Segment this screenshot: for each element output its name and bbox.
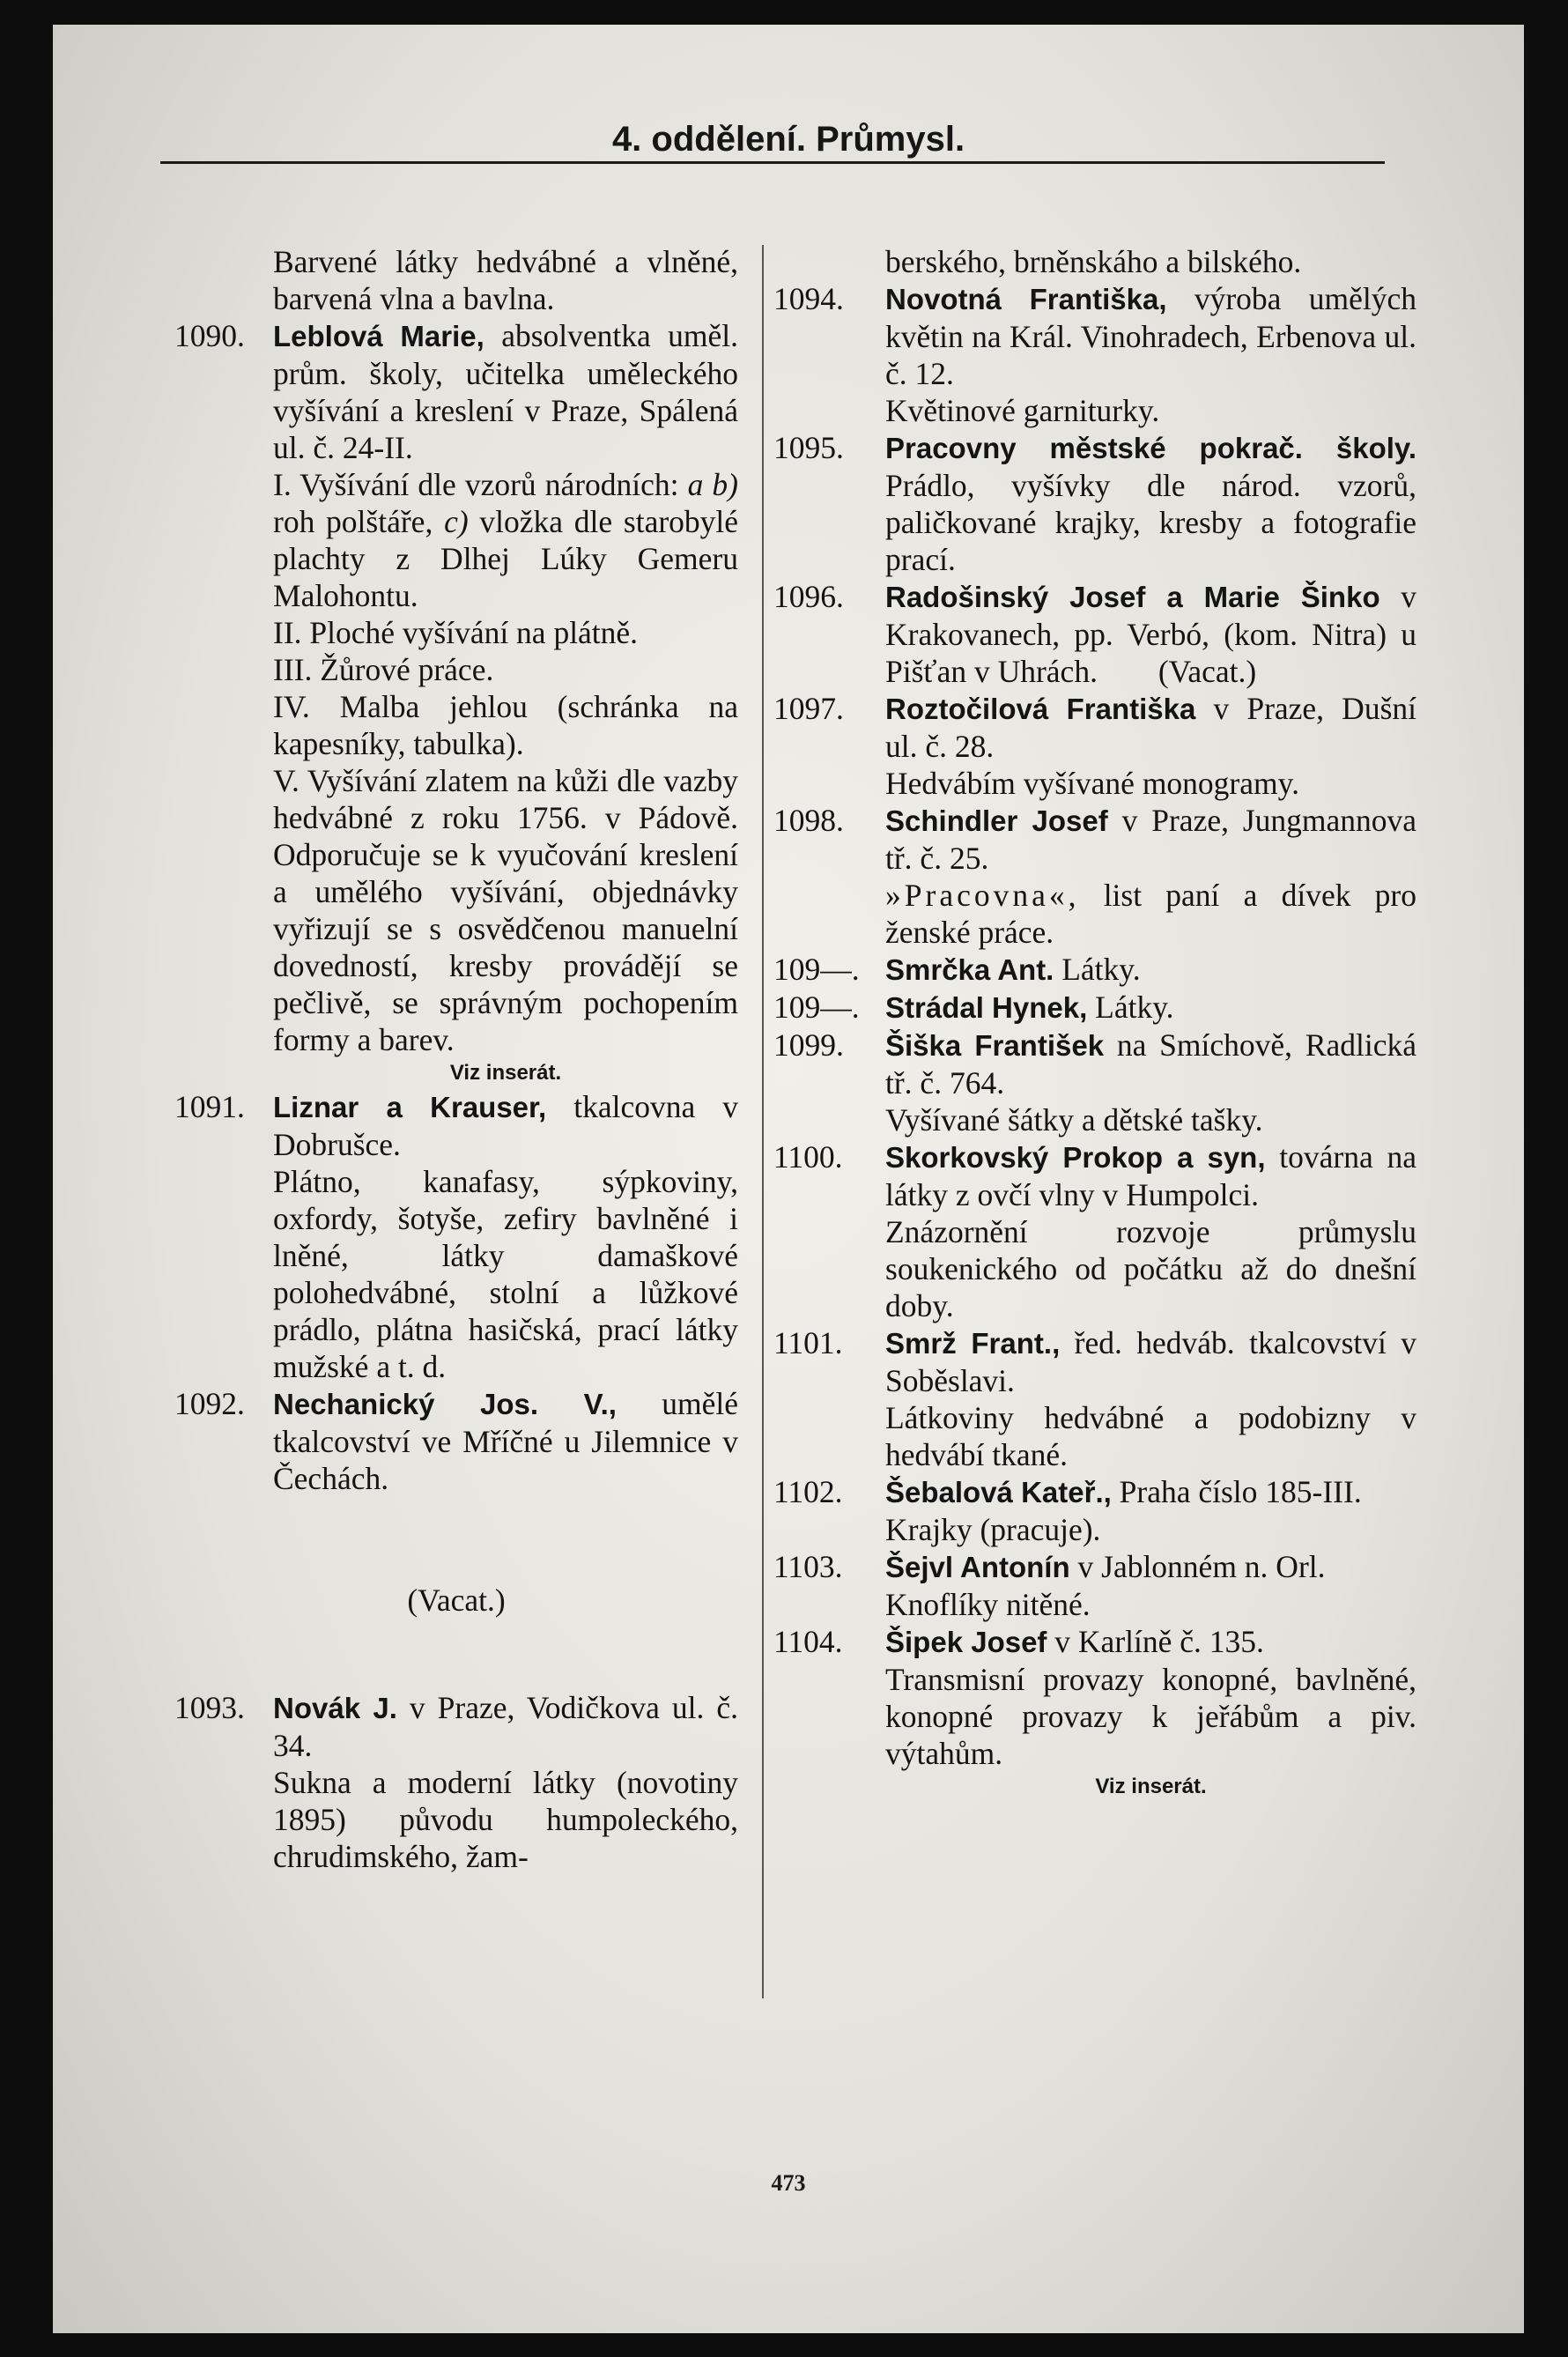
exhibitor-name: Šipek Josef bbox=[885, 1626, 1047, 1658]
entry-text: výroba umělých květin na Král. Vinohradech, Erbenova ul. č. 12. bbox=[885, 281, 1416, 391]
entry-text: umělé tkalcovství ve Mříčné u Jilemnice v Čechách. bbox=[273, 1386, 739, 1496]
entry-number: 1099. bbox=[773, 1027, 844, 1063]
entry-text: Praha číslo 185-III. bbox=[1119, 1474, 1362, 1509]
entry-text: v Karlíně č. 135. bbox=[1054, 1624, 1264, 1659]
item-1b: roh polštáře, bbox=[273, 504, 433, 539]
page-number: 473 bbox=[771, 2170, 806, 2196]
entry-number: 1096. bbox=[773, 579, 844, 614]
entry-number: 1094. bbox=[773, 281, 844, 316]
left-column bbox=[174, 243, 738, 1875]
entry-text: továrna na látky z ovčí vlny v Humpolci. bbox=[885, 1139, 1416, 1212]
entry-1096 bbox=[773, 578, 1416, 690]
entry-text: řed. hedváb. tkalcovství v Soběslavi. bbox=[885, 1325, 1417, 1398]
header-rule bbox=[160, 161, 1385, 164]
entry-text: tkalcovna v Dobrušce. bbox=[273, 1089, 739, 1162]
entry-number: 1091. bbox=[174, 1089, 245, 1124]
exhibitor-name: Liznar a Krauser, bbox=[273, 1091, 547, 1123]
right-column bbox=[773, 243, 1416, 1802]
entry-text: absolventka uměl. prům. školy, učitelka uměleckého vyšívání a kreslení v Praze, Spálená ul. č. 24-II. bbox=[273, 318, 739, 465]
entry-1098 bbox=[773, 802, 1416, 951]
entry-number: 1090. bbox=[174, 318, 245, 353]
entry-number: 1095. bbox=[773, 430, 844, 465]
item-1: I. Vyšívání dle vzorů národních: bbox=[273, 467, 679, 502]
entry-1101 bbox=[773, 1324, 1416, 1473]
advert-note: Viz inserát. bbox=[1095, 1775, 1207, 1798]
exhibitor-name: Smrčka Ant. bbox=[885, 953, 1054, 986]
intro-text: Barvené látky hedvábné a vlněné, barvená vlna a bavlna. bbox=[273, 244, 738, 316]
exhibitor-name: Šejvl Antonín bbox=[885, 1551, 1070, 1583]
exhibitor-name: Strádal Hynek, bbox=[885, 991, 1088, 1024]
entry-number: 1092. bbox=[174, 1386, 245, 1421]
entry-number: 109—. bbox=[773, 989, 860, 1025]
entry-number: 1102. bbox=[773, 1474, 843, 1509]
entry-number: 1097. bbox=[773, 691, 844, 726]
entry-1097 bbox=[773, 690, 1416, 802]
exhibitor-name: Leblová Marie, bbox=[273, 320, 484, 352]
vacat-note: (Vacat.) bbox=[1158, 654, 1257, 689]
entry-1091 bbox=[174, 1088, 738, 1385]
entry-description: Transmisní provazy konopné, bavlněné, konopné provazy k jeřábům a piv. výtahům. bbox=[885, 1662, 1416, 1771]
column-divider bbox=[762, 245, 764, 1998]
entry-description: Květinové garniturky. bbox=[885, 393, 1160, 428]
exhibitor-name: Pracovny městské pokrač. školy. bbox=[885, 432, 1416, 464]
entry-number: 1093. bbox=[174, 1690, 245, 1725]
advert-note: Viz inserát. bbox=[449, 1061, 562, 1085]
exhibitor-name: Schindler Josef bbox=[885, 804, 1108, 837]
entry-description: Knoflíky nitěné. bbox=[885, 1587, 1091, 1622]
entry-description: Plátno, kanafasy, sýpkoviny, oxfordy, šotyše, zefiry bavlněné i lněné, látky damaškové polohedvábné, stolní a lůžkové prádlo, plátna hasičská, prací látky mužské a t. d. bbox=[273, 1164, 738, 1384]
entry-number: 1103. bbox=[773, 1549, 843, 1584]
entry-description: Znázornění rozvoje průmyslu soukenického od počátku až do dnešní doby. bbox=[885, 1214, 1416, 1323]
entry-text: v Praze, Vodičkova ul. č. 34. bbox=[273, 1690, 738, 1763]
exhibitor-name: Nechanický Jos. V., bbox=[273, 1388, 617, 1420]
entry-text: v Krakovanech, pp. Verbó, (kom. Nitra) u Pišťan v Uhrách. bbox=[885, 579, 1417, 689]
entry-text: v Jablonném n. Orl. bbox=[1077, 1549, 1326, 1584]
entry-109a bbox=[773, 951, 1416, 989]
exhibitor-name: Radošinský Josef a Marie Šinko bbox=[885, 581, 1380, 613]
page-header: 4. oddělení. Průmysl. bbox=[611, 120, 965, 159]
entry-text: na Smíchově, Radlická tř. č. 764. bbox=[885, 1027, 1416, 1101]
continued-text: berského, brněnskáho a bilského. bbox=[885, 244, 1302, 279]
entry-number: 1104. bbox=[773, 1624, 843, 1659]
entry-description: Sukna a moderní látky (novotiny 1895) původu humpoleckého, chrudimského, žam- bbox=[273, 1765, 738, 1874]
entry-text: Látky. bbox=[1095, 989, 1174, 1025]
item-c: c) bbox=[444, 504, 469, 539]
entry-1094 bbox=[773, 280, 1416, 429]
entry-1099 bbox=[773, 1027, 1416, 1138]
item-a: a bbox=[687, 467, 704, 502]
publication-title: »Pracovna«, bbox=[885, 878, 1080, 913]
item-4: IV. Malba jehlou (schránka na kapesníky, tabulka). bbox=[273, 689, 738, 761]
item-3: III. Žůrové práce. bbox=[273, 652, 494, 687]
entry-description: Krajky (pracuje). bbox=[885, 1512, 1101, 1547]
entry-1102 bbox=[773, 1473, 1416, 1548]
item-2: II. Ploché vyšívání na plátně. bbox=[273, 615, 639, 650]
entry-number: 109—. bbox=[773, 952, 860, 987]
entry-description: Hedvábím vyšívané monogramy. bbox=[885, 766, 1299, 801]
item-b: b) bbox=[712, 467, 738, 502]
exhibitor-name: Šebalová Kateř., bbox=[885, 1476, 1112, 1508]
entry-number: 1101. bbox=[773, 1325, 843, 1360]
entry-description: Látkoviny hedvábné a podobizny v hedvábí tkané. bbox=[885, 1400, 1416, 1472]
exhibitor-name: Skorkovský Prokop a syn, bbox=[885, 1141, 1266, 1174]
entry-1103 bbox=[773, 1548, 1416, 1623]
exhibitor-name: Roztočilová Františka bbox=[885, 693, 1196, 725]
entry-text: Prádlo, vyšívky dle národ. vzorů, paličkované krajky, kresby a fotografie prací. bbox=[885, 468, 1416, 577]
entry-text: Látky. bbox=[1061, 952, 1141, 987]
entry-1092 bbox=[174, 1385, 738, 1497]
entry-1090 bbox=[174, 317, 738, 1088]
entry-number: 1098. bbox=[773, 803, 844, 838]
entry-109b bbox=[773, 989, 1416, 1027]
entry-1093 bbox=[174, 1689, 738, 1875]
entry-number: 1100. bbox=[773, 1139, 843, 1175]
exhibitor-name: Novák J. bbox=[273, 1692, 397, 1724]
exhibitor-name: Novotná Františka, bbox=[885, 283, 1167, 315]
exhibitor-name: Smrž Frant., bbox=[885, 1327, 1061, 1360]
item-1c: vložka dle starobylé plachty z Dlhej Lúky Gemeru Malohontu. bbox=[273, 504, 739, 613]
entry-1095 bbox=[773, 429, 1416, 578]
book-page bbox=[53, 25, 1524, 2333]
exhibitor-name: Šiška František bbox=[885, 1029, 1105, 1062]
item-5: V. Vyšívání zlatem na kůži dle vazby hedvábné z roku 1756. v Pádově. Odporučuje se k vyučování kreslení a umělého vyšívání, objednávky vyřizují se s osvědčenou manuelní dovedností, kresby provádějí se pečlivě, se správným pochopením formy a barev. bbox=[273, 763, 738, 1057]
vacat-note: (Vacat.) bbox=[407, 1582, 506, 1618]
entry-text: v Praze, Jungmannova tř. č. 25. bbox=[885, 803, 1417, 876]
entry-1100 bbox=[773, 1138, 1416, 1324]
entry-text: v Praze, Dušní ul. č. 28. bbox=[885, 691, 1416, 764]
entry-description: list paní a dívek pro ženské práce. bbox=[885, 878, 1416, 950]
entry-1104 bbox=[773, 1623, 1416, 1802]
entry-description: Vyšívané šátky a dětské tašky. bbox=[885, 1102, 1263, 1138]
